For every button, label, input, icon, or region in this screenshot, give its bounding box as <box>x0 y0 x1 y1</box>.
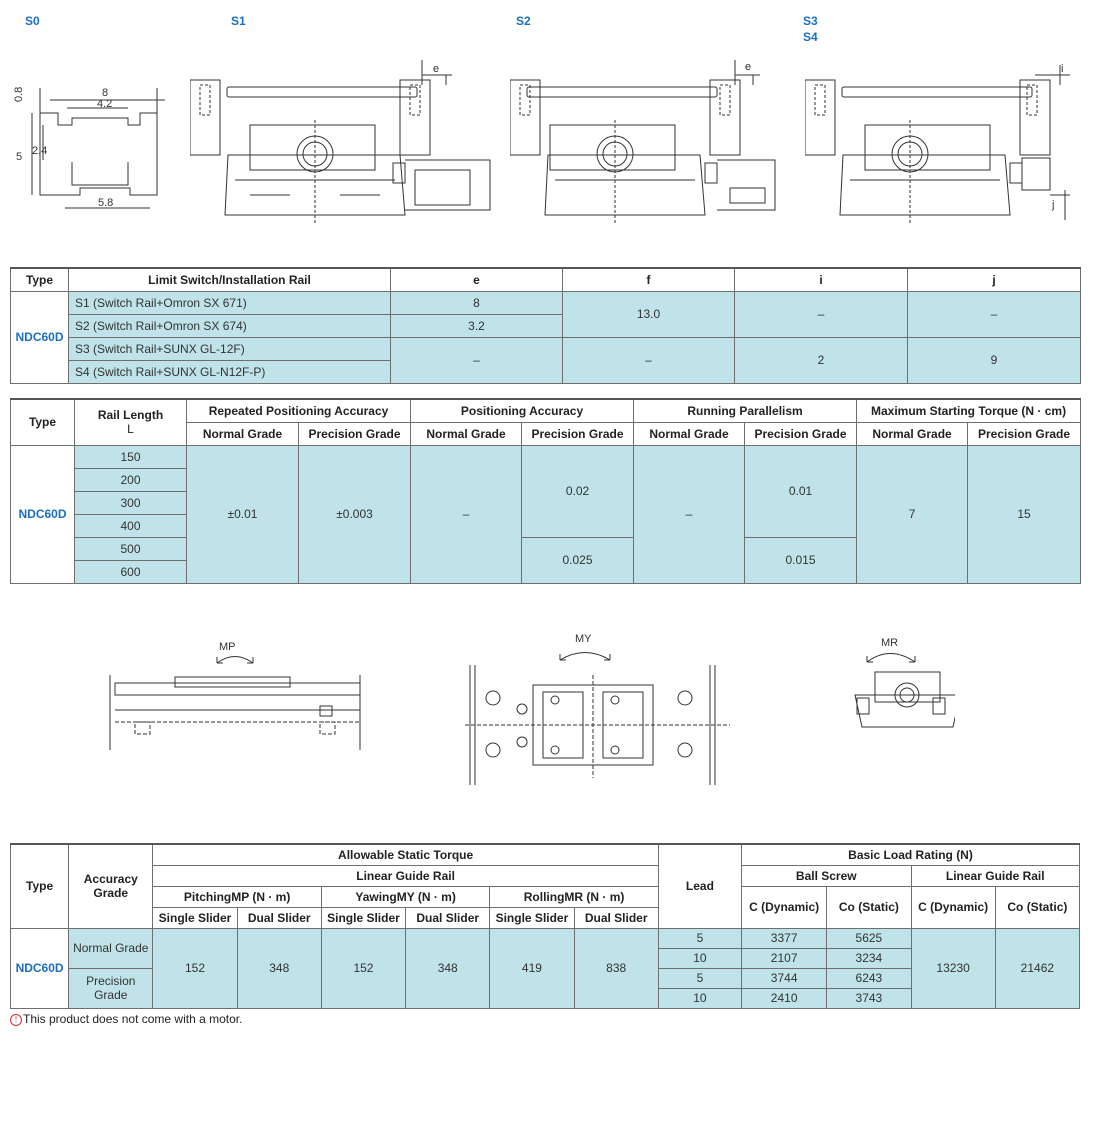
s3-s4-sensor-drawing <box>805 60 1090 230</box>
t3-pitch-dual-h: Dual Slider <box>237 907 321 928</box>
t3-header-pitching: PitchingMP (N · m) <box>153 886 321 907</box>
t3-pitch-dual: 348 <box>237 928 321 1008</box>
t2-rep-precision: ±0.003 <box>299 445 411 583</box>
t1-header-switch: Limit Switch/Installation Rail <box>69 268 391 291</box>
t2-rail-label: Rail Length <box>97 408 164 423</box>
t2-type: NDC60D <box>11 445 75 583</box>
drawing-label-s3: S3 <box>803 14 818 28</box>
s2-dim-e: e <box>745 61 752 73</box>
t2-length-500: 500 <box>75 537 187 560</box>
t2-header-positioning: Positioning Accuracy <box>411 399 634 422</box>
t1-j-s12: – <box>908 291 1081 337</box>
t2-length-200: 200 <box>75 468 187 491</box>
moment-label-mp: MP <box>219 641 236 653</box>
drawing-label-s0: S0 <box>25 14 40 28</box>
t2-sub-2: Precision Grade <box>299 422 411 445</box>
t2-par-normal: – <box>634 445 745 583</box>
t3-roll-dual-h: Dual Slider <box>574 907 658 928</box>
moment-label-mr: MR <box>881 637 899 649</box>
t1-row-s3: S3 (Switch Rail+SUNX GL-12F) <box>69 337 391 360</box>
s2-limit-switch-drawing <box>510 60 810 230</box>
t3-header-linear-guide-rail-2: Linear Guide Rail <box>911 865 1080 886</box>
rolling-moment-drawing <box>845 630 955 735</box>
s3-dim-i: i <box>1061 63 1064 75</box>
s0-dim-0-8: 0.8 <box>13 86 25 102</box>
t2-header-torque: Maximum Starting Torque (N · cm) <box>857 399 1081 422</box>
t3-roll-single-h: Single Slider <box>490 907 574 928</box>
t2-header-repeated: Repeated Positioning Accuracy <box>187 399 411 422</box>
t1-header-e: e <box>391 268 563 291</box>
t3-bs-co-3: 6243 <box>827 968 911 988</box>
t3-header-lead: Lead <box>658 844 741 928</box>
t3-header-bs-co: Co (Static) <box>827 886 911 928</box>
moment-label-my: MY <box>575 633 592 645</box>
t1-f-s34: – <box>563 337 735 383</box>
t3-yaw-single-h: Single Slider <box>321 907 405 928</box>
s0-dim-2-4: 2.4 <box>32 145 48 157</box>
t2-sub-6: Precision Grade <box>745 422 857 445</box>
t2-sub-5: Normal Grade <box>634 422 745 445</box>
motor-note-text: This product does not come with a motor. <box>23 1012 243 1026</box>
t3-pitch-single: 152 <box>153 928 237 1008</box>
t1-e-s1: 8 <box>391 291 563 314</box>
t2-header-rail-length <box>75 399 187 445</box>
t2-sub-1: Normal Grade <box>187 422 299 445</box>
t2-header-type: Type <box>11 399 75 445</box>
t3-lead-4: 10 <box>658 988 741 1008</box>
t3-grade-normal: Normal Grade <box>69 928 153 968</box>
t3-lead-2: 10 <box>658 948 741 968</box>
t2-length-600: 600 <box>75 560 187 583</box>
t3-bs-c-1: 3377 <box>742 928 827 948</box>
t3-header-lgr-c: C (Dynamic) <box>911 886 995 928</box>
t1-i-s34: 2 <box>735 337 908 383</box>
t1-header-i: i <box>735 268 908 291</box>
t3-header-type: Type <box>11 844 69 928</box>
t1-header-type: Type <box>11 268 69 291</box>
t3-bs-c-3: 3744 <box>742 968 827 988</box>
yawing-moment-drawing <box>465 630 735 790</box>
t3-roll-single: 419 <box>490 928 574 1008</box>
t3-header-basic-load-rating: Basic Load Rating (N) <box>742 844 1080 865</box>
t3-header-linear-guide-rail: Linear Guide Rail <box>153 865 658 886</box>
t3-grade-precision: Precision Grade <box>69 968 153 1008</box>
t3-lgr-c: 13230 <box>911 928 995 1008</box>
t3-bs-c-4: 2410 <box>742 988 827 1008</box>
t3-pitch-single-h: Single Slider <box>153 907 237 928</box>
torque-load-table <box>10 843 1080 1009</box>
t2-par-precision-a: 0.01 <box>745 445 857 537</box>
t3-lead-3: 5 <box>658 968 741 988</box>
t3-header-ball-screw: Ball Screw <box>742 865 911 886</box>
t3-header-allowable-static-torque: Allowable Static Torque <box>153 844 658 865</box>
t1-e-s2: 3.2 <box>391 314 563 337</box>
t2-sub-3: Normal Grade <box>411 422 522 445</box>
t2-length-400: 400 <box>75 514 187 537</box>
t1-i-s12: – <box>735 291 908 337</box>
s0-dim-4-2: 4.2 <box>97 98 113 110</box>
t3-yaw-dual: 348 <box>406 928 490 1008</box>
t1-row-s4: S4 (Switch Rail+SUNX GL-N12F-P) <box>69 360 391 383</box>
pitching-moment-drawing <box>105 630 370 755</box>
accuracy-table <box>10 398 1081 584</box>
drawing-label-s4: S4 <box>803 30 818 44</box>
t3-roll-dual: 838 <box>574 928 658 1008</box>
s0-dim-8: 8 <box>102 87 109 99</box>
t3-yaw-dual-h: Dual Slider <box>406 907 490 928</box>
t1-row-s1: S1 (Switch Rail+Omron SX 671) <box>69 291 391 314</box>
t3-bs-co-1: 5625 <box>827 928 911 948</box>
t2-rep-normal: ±0.01 <box>187 445 299 583</box>
s0-dim-5: 5 <box>16 151 23 163</box>
s3-dim-j: j <box>1052 199 1055 211</box>
limit-switch-table <box>10 267 1081 384</box>
motor-note <box>10 1012 242 1026</box>
t3-lead-1: 5 <box>658 928 741 948</box>
t3-bs-co-4: 3743 <box>827 988 911 1008</box>
t2-sub-8: Precision Grade <box>968 422 1081 445</box>
s0-dim-5-8: 5.8 <box>98 197 114 209</box>
t3-type: NDC60D <box>11 928 69 1008</box>
drawing-label-s2: S2 <box>516 14 531 28</box>
t2-pos-precision-b: 0.025 <box>522 537 634 583</box>
t1-row-s2: S2 (Switch Rail+Omron SX 674) <box>69 314 391 337</box>
t2-sub-4: Precision Grade <box>522 422 634 445</box>
t3-header-rolling: RollingMR (N · m) <box>490 886 658 907</box>
t2-length-150: 150 <box>75 445 187 468</box>
s0-profile-drawing <box>10 80 180 220</box>
t1-j-s34: 9 <box>908 337 1081 383</box>
t1-f-s12: 13.0 <box>563 291 735 337</box>
t3-yaw-single: 152 <box>321 928 405 1008</box>
t3-header-accuracy: Accuracy Grade <box>69 844 153 928</box>
t3-lgr-co: 21462 <box>995 928 1079 1008</box>
t2-header-parallelism: Running Parallelism <box>634 399 857 422</box>
t3-header-lgr-co: Co (Static) <box>995 886 1079 928</box>
t2-par-precision-b: 0.015 <box>745 537 857 583</box>
warning-icon: ! <box>10 1014 22 1026</box>
s1-limit-switch-drawing <box>190 60 510 230</box>
s1-dim-e: e <box>433 63 440 75</box>
t2-torque-precision: 15 <box>968 445 1081 583</box>
t3-bs-c-2: 2107 <box>742 948 827 968</box>
t2-pos-normal: – <box>411 445 522 583</box>
t2-pos-precision-a: 0.02 <box>522 445 634 537</box>
t3-header-yawing: YawingMY (N · m) <box>321 886 489 907</box>
t2-sub-7: Normal Grade <box>857 422 968 445</box>
t2-rail-sub: L <box>127 422 134 437</box>
t2-torque-normal: 7 <box>857 445 968 583</box>
t1-header-f: f <box>563 268 735 291</box>
drawing-label-s1: S1 <box>231 14 246 28</box>
t2-length-300: 300 <box>75 491 187 514</box>
t1-type: NDC60D <box>11 291 69 383</box>
t1-e-s34: – <box>391 337 563 383</box>
t3-bs-co-2: 3234 <box>827 948 911 968</box>
t3-header-bs-c: C (Dynamic) <box>742 886 827 928</box>
t1-header-j: j <box>908 268 1081 291</box>
